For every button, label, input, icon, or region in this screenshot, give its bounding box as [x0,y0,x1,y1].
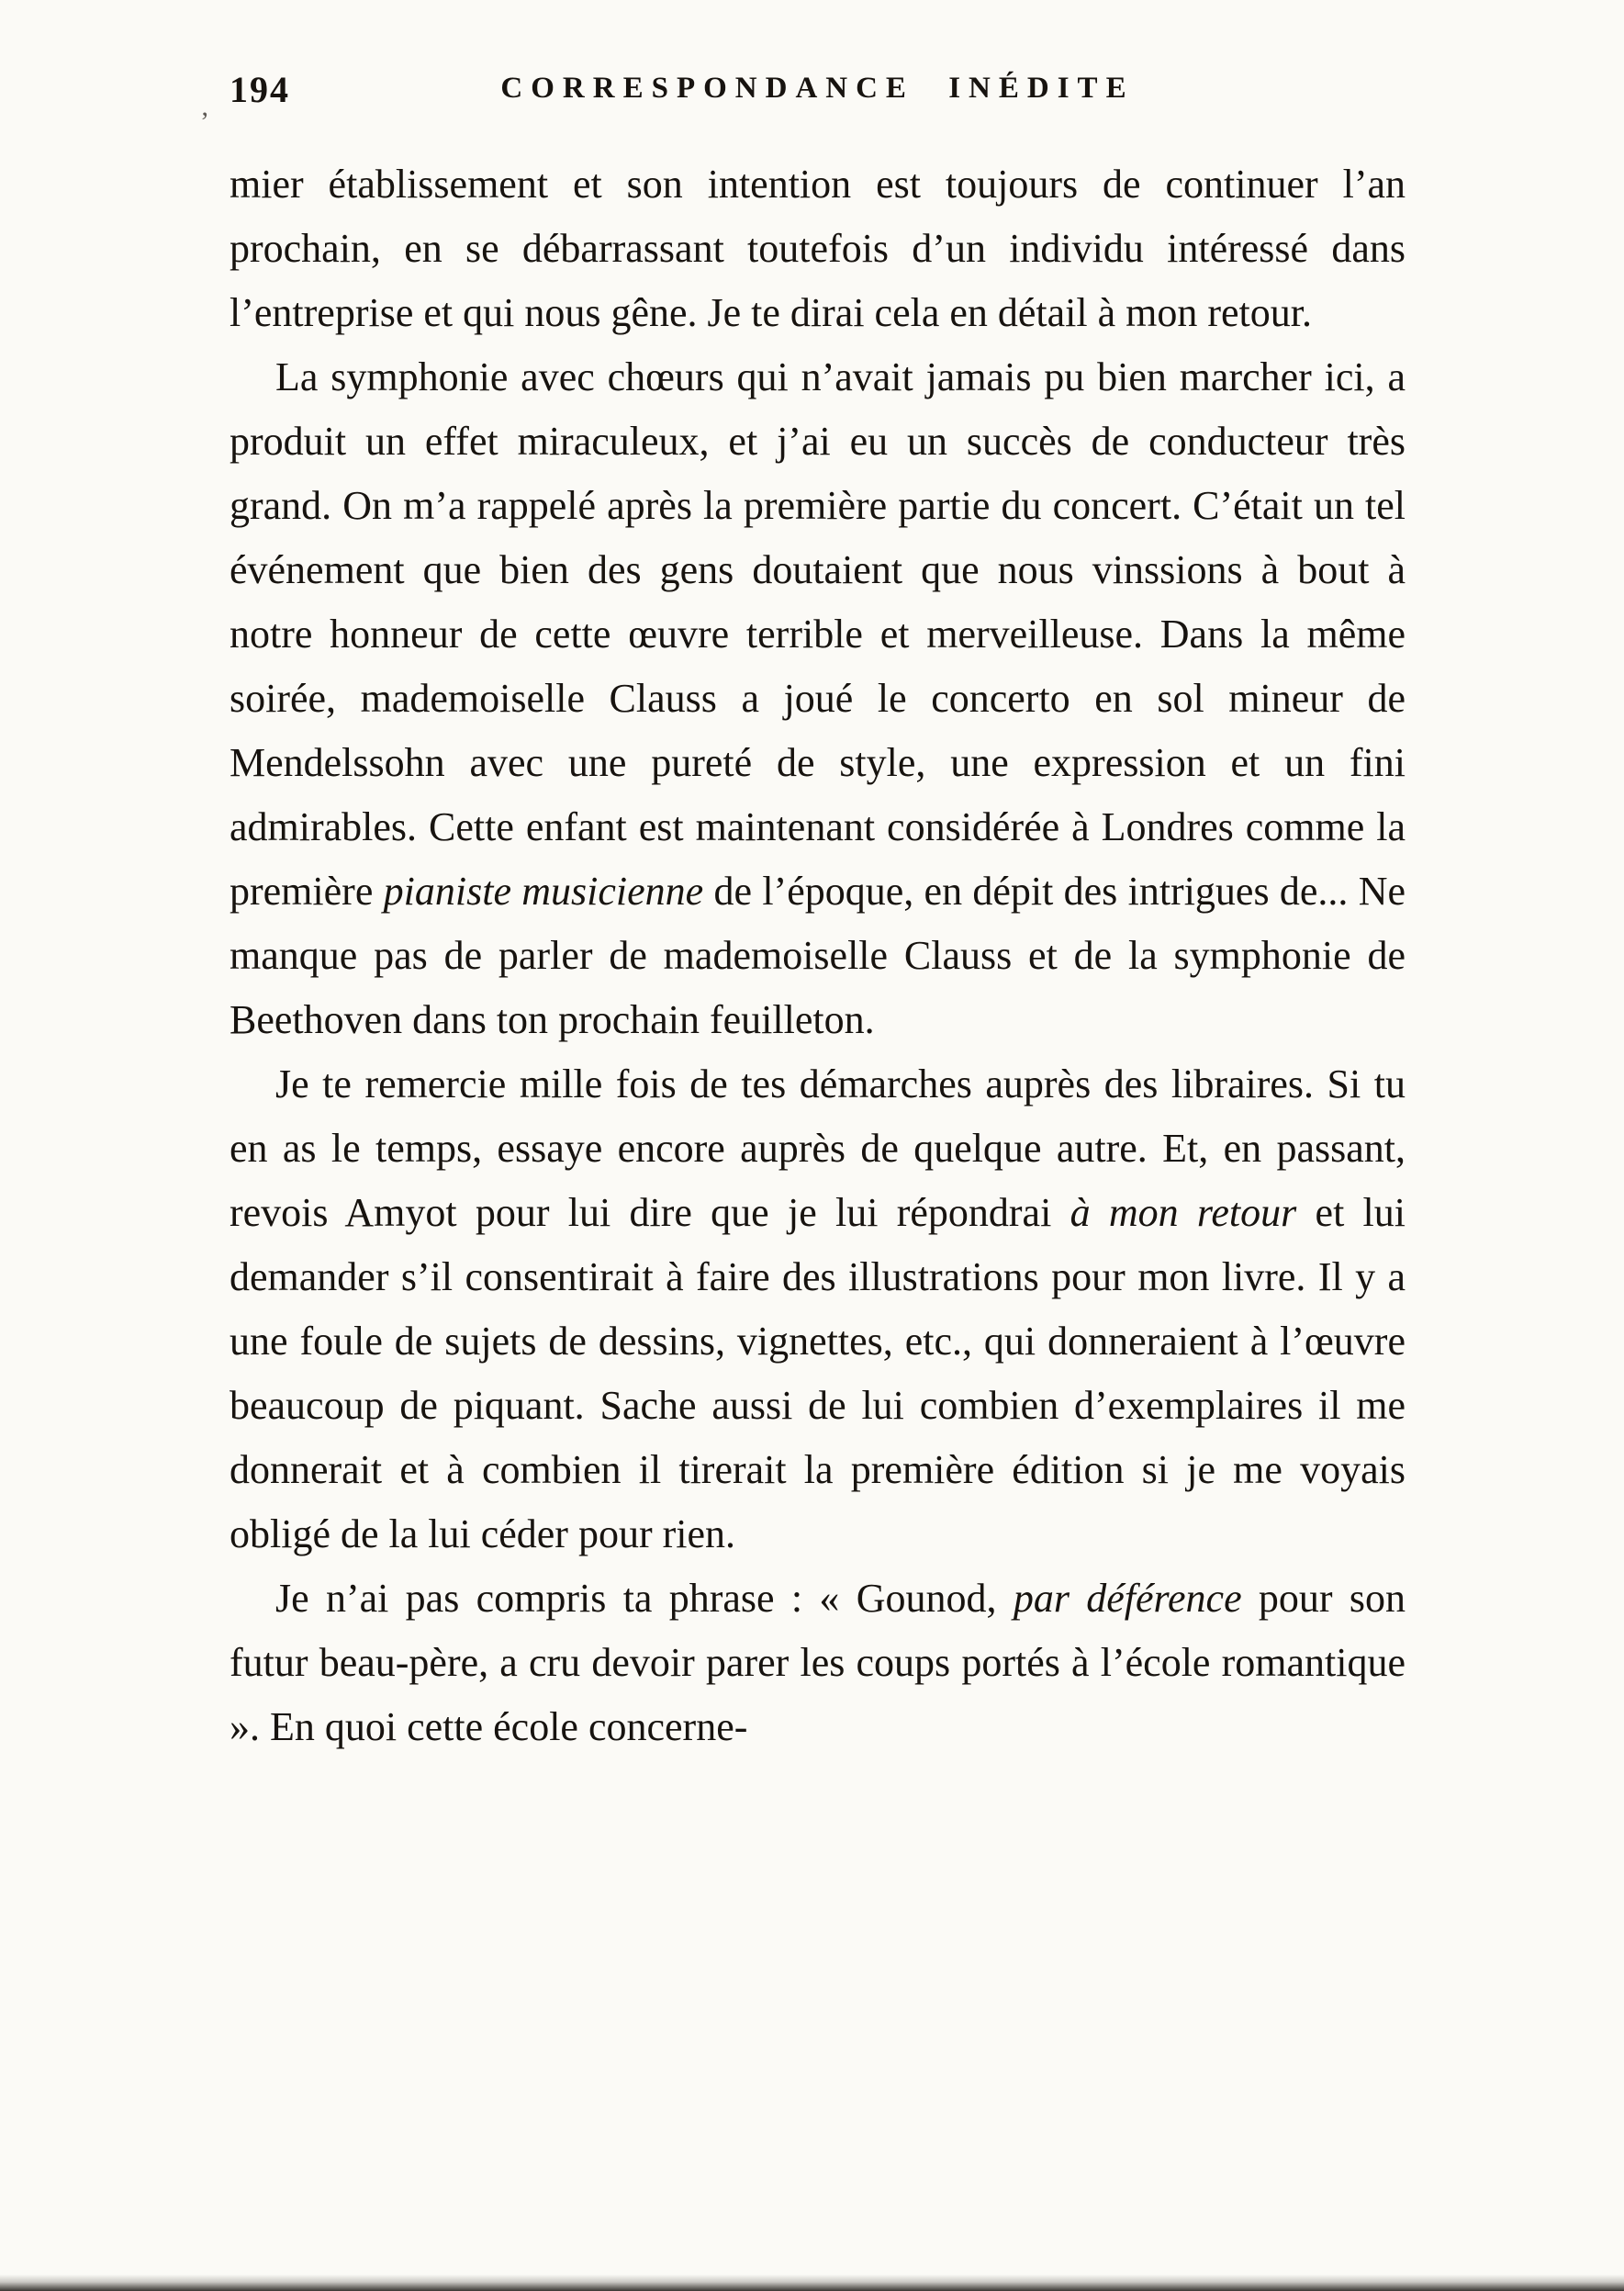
paragraph [230,1052,1406,1567]
page-header [200,64,1406,137]
text-run: La symphonie avec chœurs qui n’avait jamais pu bien marcher ici, a produit un effet miraculeux, et j’ai eu un succès de conducteur très grand. On m’a rappelé après la première partie du concert. C’était un tel événement que bien des gens doutaient que nous vinssions à bout à notre honneur de cette œuvre terrible et merveilleuse. Dans la même soirée, mademoiselle Clauss a joué le concerto en sol mineur de Mendelssohn avec une pureté de style, une expression et un fini admirables. Cette enfant est maintenant considérée à Londres comme la première [230,354,1406,914]
text-run: Je n’ai pas compris ta phrase : « Gounod, [275,1576,1014,1621]
text-run: et lui demander s’il consentirait à faire des illustrations pour mon livre. Il y a une foule de sujets de dessins, vignettes, etc., qui donneraient à l’œuvre beaucoup de piquant. Sache aussi de lui combien d’exemplaires il me donnerait et à combien il tirerait la première édition si je me voyais obligé de la lui céder pour rien. [230,1190,1406,1556]
paragraph [230,152,1406,345]
running-title: CORRESPONDANCE INÉDITE [500,72,1135,105]
italic-text-run: par déférence [1013,1576,1242,1621]
page-body [230,152,1406,2258]
text-run: de l’époque, en dépit des intrigues de... Ne manque pas de parler de mademoiselle Clauss et de la symphonie de Beethoven dans ton prochain feuilleton. [230,869,1406,1042]
scan-bottom-shadow [0,2274,1624,2291]
italic-text-run: à mon retour [1070,1190,1297,1235]
page-number: 194 [230,69,290,110]
scan-artifact-mark: ’ [200,107,218,137]
italic-text-run: pianiste musicienne [383,869,704,914]
paragraph [230,1567,1406,1759]
text-run: mier établissement et son intention est toujours de continuer l’an prochain, en se débarrassant toutefois d’un individu intéressé dans l’entreprise et qui nous gêne. Je te dirai cela en détail à mon retour. [230,162,1406,335]
text-run: Je te remercie mille fois de tes démarches auprès des libraires. Si tu en as le temps, essaye encore auprès de quelque autre. Et, en passant, revois Amyot pour lui dire que je lui répondrai [230,1061,1406,1235]
text-run: pour son futur beau-père, a cru devoir parer les coups portés à l’école romantique ». En quoi cette école concerne- [230,1576,1406,1749]
paragraph [230,345,1406,1052]
